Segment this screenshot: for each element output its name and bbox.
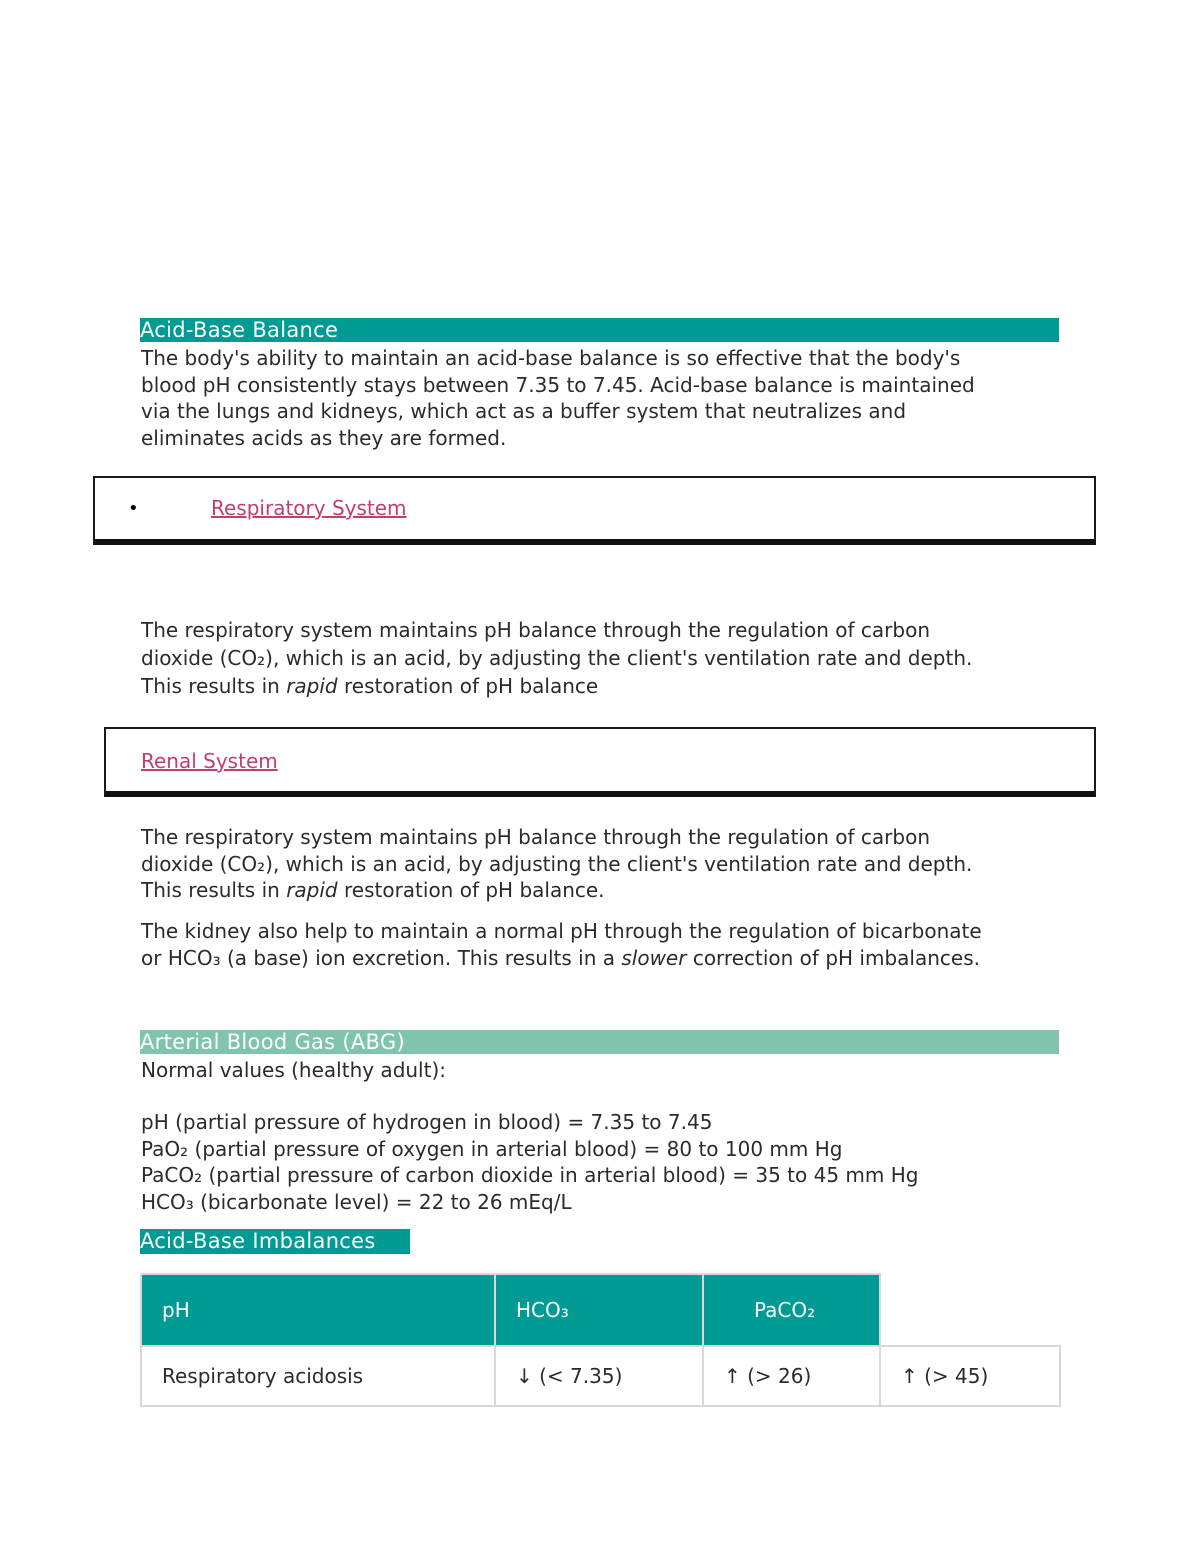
emphasis-text: rapid — [286, 674, 338, 698]
paragraph-line — [141, 877, 1071, 904]
value-line: HCO₃ (bicarbonate level) = 22 to 26 mEq/L — [141, 1189, 572, 1214]
paragraph-line: via the lungs and kidneys, which act as a buffer system that neutralizes and — [141, 399, 907, 423]
value-line: PaO₂ (partial pressure of oxygen in arterial blood) = 80 to 100 mm Hg — [141, 1136, 843, 1161]
heading-text: Acid-Base Imbalances — [140, 1229, 376, 1253]
heading-text: Acid-Base Balance — [140, 318, 339, 342]
paragraph-line: The respiratory system maintains pH balance through the regulation of carbon — [141, 825, 930, 849]
abg-normal-values — [141, 1109, 1071, 1215]
renal-system-link[interactable]: Renal System — [141, 749, 278, 773]
emphasis-text: rapid — [286, 878, 338, 902]
header-paco2: PaCO₂ — [703, 1274, 880, 1346]
paragraph-line: eliminates acids as they are formed. — [141, 425, 507, 450]
row-hco3: ↑ (> 26) — [703, 1346, 880, 1406]
text-segment: restoration of pH balance — [337, 674, 599, 698]
row-ph: ↓ (< 7.35) — [495, 1346, 703, 1406]
paragraph-line: blood pH consistently stays between 7.35 to 7.45. Acid-base balance is maintained — [141, 372, 975, 397]
acid-base-balance-paragraph — [141, 345, 1071, 451]
kidney-paragraph — [141, 918, 1071, 971]
respiratory-system-link[interactable]: Respiratory System — [211, 496, 407, 520]
paragraph-line: The body's ability to maintain an acid-base balance is so effective that the body's — [141, 346, 961, 370]
value-line: PaCO₂ (partial pressure of carbon dioxide in arterial blood) = 35 to 45 mm Hg — [141, 1163, 919, 1187]
imbalances-table — [140, 1273, 1061, 1407]
emphasis-text: slower — [621, 945, 687, 970]
paragraph-line — [141, 945, 1071, 972]
paragraph-line: Normal values (healthy adult): — [141, 1058, 446, 1082]
paragraph-line: The respiratory system maintains pH balance through the regulation of carbon — [141, 618, 930, 642]
text-segment: or HCO₃ (a base) ion excretion. This results in a — [141, 945, 622, 970]
imbalances-heading — [140, 1229, 410, 1254]
row-paco2: ↑ (> 45) — [880, 1346, 1060, 1406]
renal-system-box — [104, 727, 1096, 797]
value-line: pH (partial pressure of hydrogen in blood) = 7.35 to 7.45 — [141, 1110, 713, 1134]
header-ph: pH — [141, 1274, 495, 1346]
text-segment: This results in — [141, 878, 287, 902]
table-row — [141, 1346, 1060, 1406]
paragraph-line: dioxide (CO₂), which is an acid, by adjusting the client's ventilation rate and depth. — [141, 646, 973, 670]
respiratory-system-box — [93, 476, 1096, 545]
row-condition: Respiratory acidosis — [141, 1346, 495, 1406]
respiratory-paragraph — [141, 616, 1071, 700]
bullet-icon: • — [128, 498, 139, 519]
paragraph-line: dioxide (CO₂), which is an acid, by adjusting the client's ventilation rate and depth. — [141, 851, 973, 876]
header-empty — [880, 1274, 1060, 1346]
text-segment: This results in — [141, 674, 287, 698]
renal-paragraph — [141, 824, 1071, 904]
text-segment: correction of pH imbalances. — [686, 945, 980, 970]
paragraph-line — [141, 672, 1071, 700]
paragraph-line: The kidney also help to maintain a normal pH through the regulation of bicarbonate — [141, 919, 982, 943]
text-segment: restoration of pH balance. — [337, 878, 605, 902]
abg-intro — [141, 1057, 1071, 1084]
heading-text: Arterial Blood Gas (ABG) — [140, 1030, 405, 1054]
acid-base-balance-heading — [140, 318, 1059, 342]
table-header-row — [141, 1274, 1060, 1346]
header-hco3: HCO₃ — [495, 1274, 703, 1346]
abg-heading — [140, 1030, 1059, 1054]
